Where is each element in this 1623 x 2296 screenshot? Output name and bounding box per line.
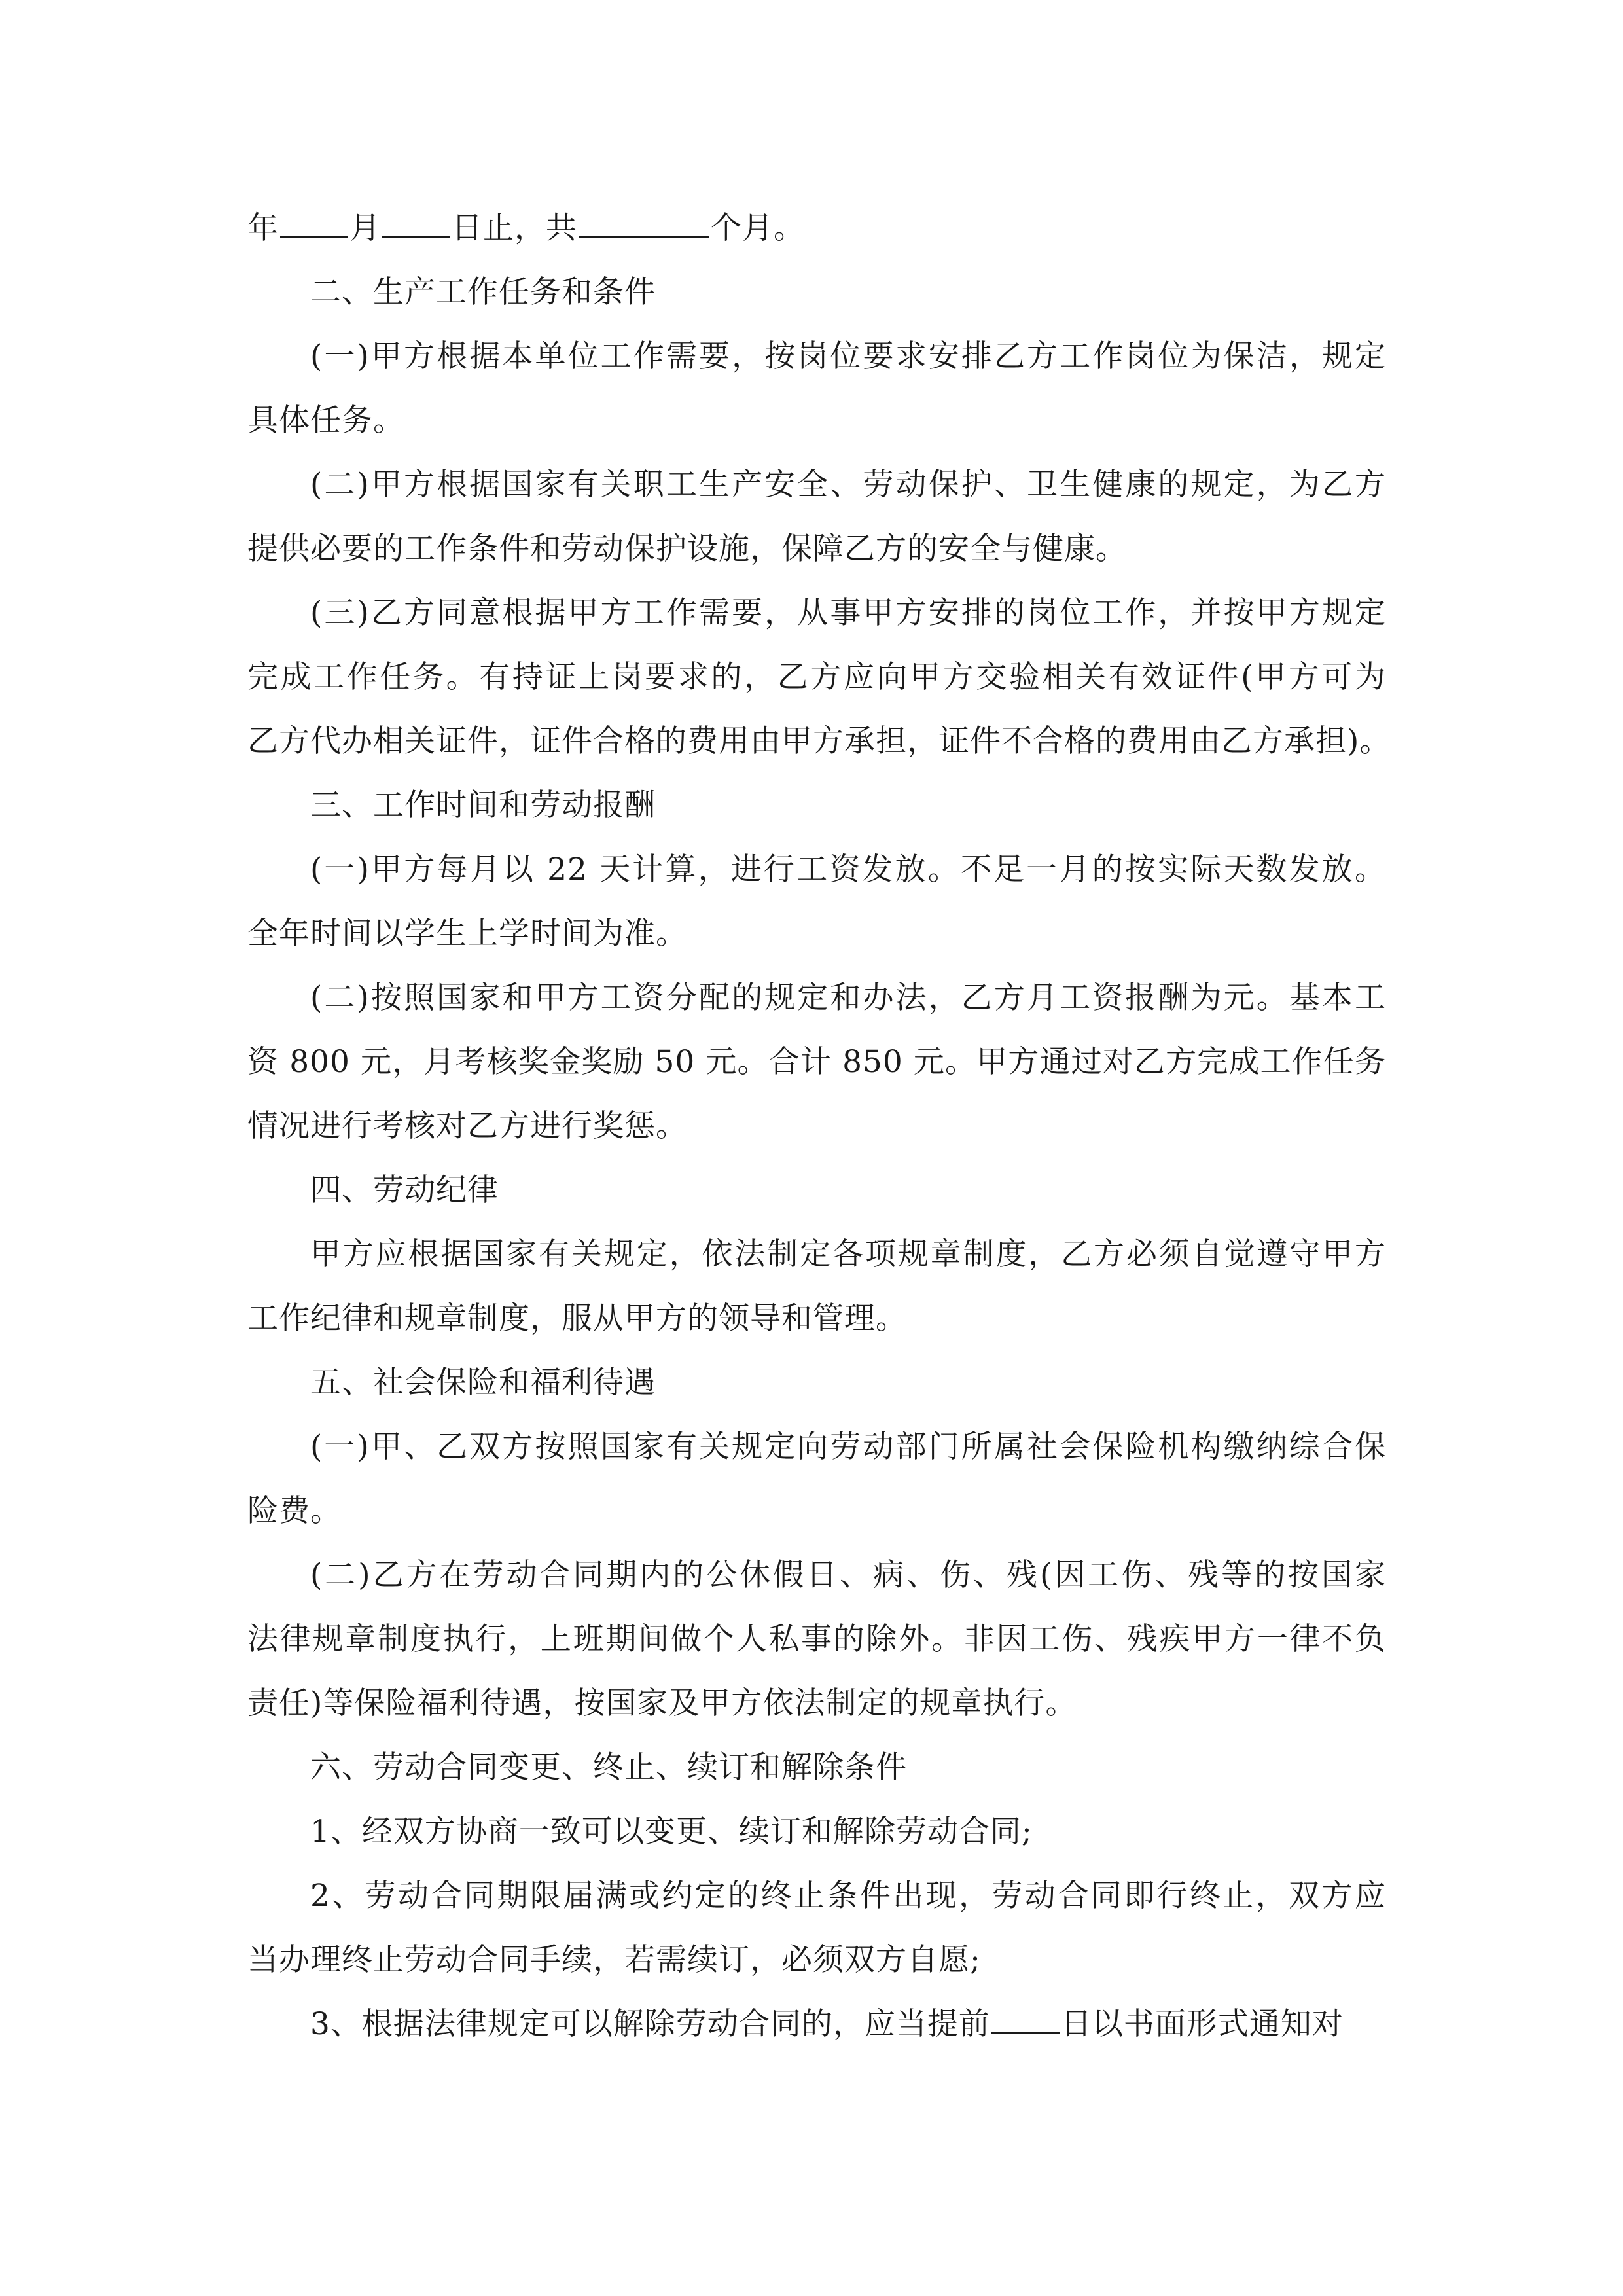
paragraph-line: 工作纪律和规章制度，服从甲方的领导和管理。	[247, 1300, 907, 1336]
notice-days-blank	[991, 2006, 1060, 2034]
paragraph-line: 责任)等保险福利待遇，按国家及甲方依法制定的规章执行。	[247, 1685, 1077, 1721]
section-heading: 三、工作时间和劳动报酬	[310, 787, 656, 823]
document-page	[247, 196, 1391, 2056]
notice-line	[247, 1992, 1386, 2056]
paragraph-line: (一)甲方根据本单位工作需要，按岗位要求安排乙方工作岗位为保洁，规定	[310, 338, 1386, 374]
paragraph-line: 1、经双方协商一致可以变更、续订和解除劳动合同;	[310, 1814, 1033, 1850]
year-label: 年	[247, 210, 279, 246]
section-heading: 五、社会保险和福利待遇	[310, 1365, 656, 1401]
section-heading: 四、劳动纪律	[310, 1172, 499, 1208]
section-heading: 六、劳动合同变更、终止、续订和解除条件	[310, 1749, 907, 1785]
paragraph-line: (三)乙方同意根据甲方工作需要，从事甲方安排的岗位工作，并按甲方规定	[310, 595, 1386, 631]
paragraph-line: 情况进行考核对乙方进行奖惩。	[247, 1108, 687, 1144]
section-heading: 二、生产工作任务和条件	[310, 274, 656, 310]
paragraph-line: 2、劳动合同期限届满或约定的终止条件出现，劳动合同即行终止，双方应	[310, 1878, 1386, 1914]
month-blank	[280, 210, 348, 238]
day-end-label: 日止，共	[452, 210, 577, 246]
months-label: 个月。	[711, 210, 805, 246]
notice-text-start: 3、根据法律规定可以解除劳动合同的，应当提前	[310, 2006, 990, 2042]
month-label: 月	[349, 210, 381, 246]
paragraph-line: 提供必要的工作条件和劳动保护设施，保障乙方的安全与健康。	[247, 531, 1127, 567]
paragraph-line: (一)甲方每月以 22 天计算，进行工资发放。不足一月的按实际天数发放。	[310, 852, 1386, 888]
months-count-blank	[579, 210, 709, 238]
paragraph-line: 全年时间以学生上学时间为准。	[247, 916, 687, 952]
paragraph-line: (二)乙方在劳动合同期内的公休假日、病、伤、残(因工伤、残等的按国家	[310, 1557, 1386, 1593]
paragraph-line: 完成工作任务。有持证上岗要求的，乙方应向甲方交验相关有效证件(甲方可为	[247, 659, 1386, 695]
notice-text-end: 日以书面形式通知对	[1060, 2006, 1344, 2042]
paragraph-line: 当办理终止劳动合同手续，若需续订，必须双方自愿;	[247, 1942, 981, 1978]
paragraph-line: (二)按照国家和甲方工资分配的规定和办法，乙方月工资报酬为元。基本工	[310, 980, 1386, 1016]
paragraph-line: (二)甲方根据国家有关职工生产安全、劳动保护、卫生健康的规定，为乙方	[310, 467, 1386, 503]
paragraph-line: 甲方应根据国家有关规定，依法制定各项规章制度，乙方必须自觉遵守甲方	[310, 1236, 1386, 1272]
day-blank	[382, 210, 450, 238]
term-line	[247, 196, 1386, 260]
paragraph-line: 乙方代办相关证件，证件合格的费用由甲方承担，证件不合格的费用由乙方承担)。	[247, 723, 1391, 759]
paragraph-line: (一)甲、乙双方按照国家有关规定向劳动部门所属社会保险机构缴纳综合保	[310, 1429, 1386, 1465]
paragraph-line: 资 800 元，月考核奖金奖励 50 元。合计 850 元。甲方通过对乙方完成工作任务	[247, 1044, 1386, 1080]
paragraph-line: 具体任务。	[247, 403, 404, 439]
paragraph-line: 险费。	[247, 1493, 342, 1529]
paragraph-line: 法律规章制度执行，上班期间做个人私事的除外。非因工伤、残疾甲方一律不负	[247, 1621, 1386, 1657]
